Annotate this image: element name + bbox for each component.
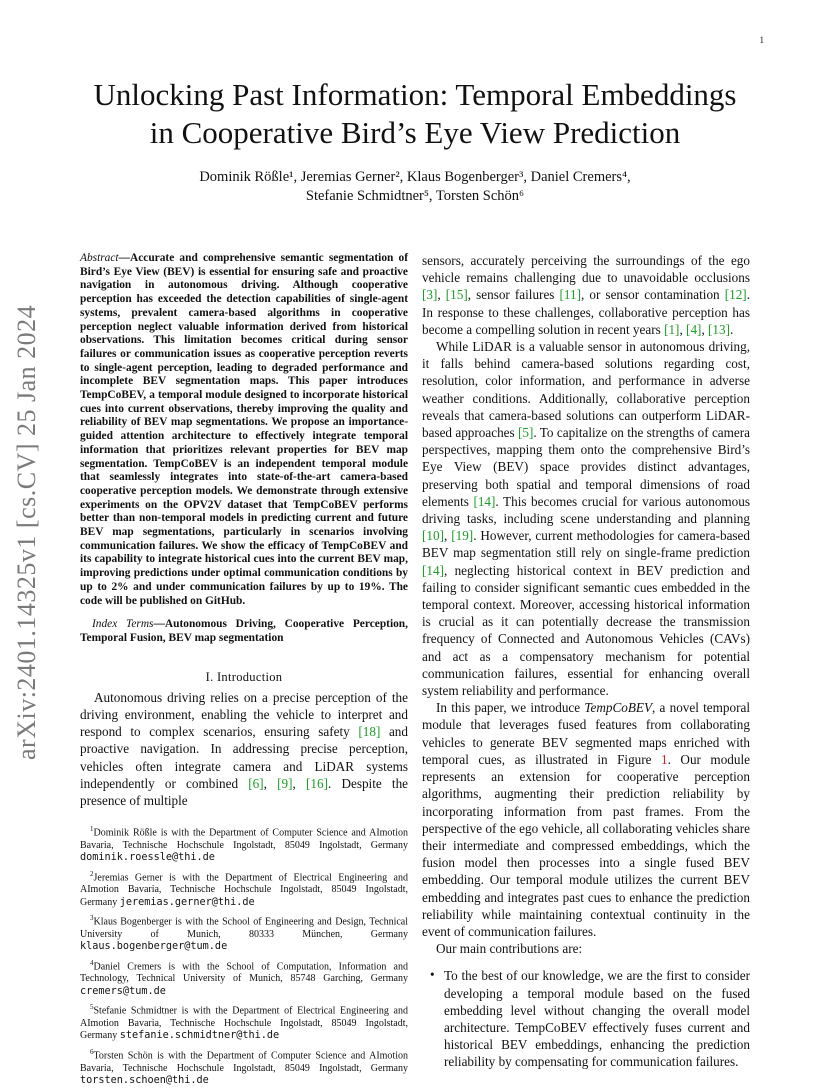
footnote-number: 4 xyxy=(90,958,94,967)
footnote-text: Jeremias Gerner is with the Department of Electrical Engineering and AImotion Bavaria, Technische Hochschule Ingolstadt, 85049 Ingolstadt, Germany xyxy=(80,871,408,908)
footnote xyxy=(80,823,408,865)
paragraph: Our main contributions are: xyxy=(436,941,583,957)
figure-link[interactable]: 1 xyxy=(661,751,668,767)
index-terms xyxy=(80,618,408,645)
text-run: , xyxy=(443,528,452,544)
index-terms-text: —Autonomous Driving, Cooperative Perception, Temporal Fusion, BEV map segmentation xyxy=(80,618,408,644)
author-email[interactable]: stefanie.schmidtner@thi.de xyxy=(119,1030,280,1042)
bullet-icon: • xyxy=(430,967,435,983)
abstract xyxy=(80,252,408,608)
footnote xyxy=(80,912,408,954)
author-email[interactable]: dominik.roessle@thi.de xyxy=(80,852,215,864)
index-terms-label: Index Terms xyxy=(92,618,154,631)
text-run: , neglecting historical context in BEV prediction and failing to consider significant semantic cues embedded in the temporal context. Moreover, accessing historical information is crucial as it can potentially decrease the transmission frequency of Connected and Autonomous Vehicles (CAVs) and act as a compensatory mechanism for potential communication failures, essential for enhancing overall system reliability and performance. xyxy=(422,562,750,699)
paragraph xyxy=(422,338,750,699)
footnote-text: Klaus Bogenberger is with the School of Engineering and Design, Technical University of Munich, 80333 München, Germany xyxy=(80,916,408,940)
text-run: . This becomes crucial for various autonomous driving tasks, including scene understanding and planning xyxy=(422,493,750,527)
abstract-label: Abstract xyxy=(80,252,119,264)
citation-link[interactable]: [5] xyxy=(518,425,534,441)
text-run: While LiDAR is a valuable sensor in autonomous driving, it falls behind camera-based solutions regarding cost, resolution, color information, and performance in adverse weather conditions. Additionally, collaborative perception reveals that camera-based solutions can outperform LiDAR-based approaches xyxy=(422,339,750,441)
citation-link[interactable]: [18] xyxy=(358,724,381,740)
footnote-number: 1 xyxy=(90,825,94,834)
author-email[interactable]: klaus.bogenberger@tum.de xyxy=(80,941,228,953)
text-run: , xyxy=(292,775,306,791)
footnotes xyxy=(80,823,408,1087)
citation-link[interactable]: [4] xyxy=(686,321,702,337)
text-run: . To capitalize on the strengths of camera perspectives, mapping them onto the comprehensive Bird’s Eye View (BEV) space provides distinct advantages, preserving both spatial and temporal dimensions of road elements xyxy=(422,425,751,509)
paragraph xyxy=(422,699,750,940)
citation-link[interactable]: [3] xyxy=(422,287,438,303)
section-heading: I. Introduction xyxy=(205,669,283,684)
footnote xyxy=(80,868,408,910)
paper-title xyxy=(60,76,770,152)
author-list xyxy=(100,168,730,206)
title-line-2: in Cooperative Bird’s Eye View Prediction xyxy=(149,115,681,150)
footnote-number: 3 xyxy=(90,914,94,923)
text-run: In this paper, we introduce xyxy=(436,700,585,716)
text-run: . However, current methodologies for camera-based BEV map segmentation still rely on single-frame prediction xyxy=(422,528,751,561)
module-name: TempCoBEV xyxy=(584,700,653,716)
footnote-number: 5 xyxy=(90,1003,94,1012)
right-column xyxy=(422,252,750,1071)
title-line-1: Unlocking Past Information: Temporal Embeddings xyxy=(93,77,737,112)
citation-link[interactable]: [19] xyxy=(451,528,474,544)
citation-link[interactable]: [10] xyxy=(422,528,444,544)
text-run: , sensor failures xyxy=(467,287,560,303)
text-run: , xyxy=(679,321,687,337)
text-run: , a novel temporal module that leverages fused features from collaborating vehicles to generate BEV segmented maps enriched with temporal cues, as illustrated in Figure xyxy=(422,700,750,767)
author-email[interactable]: jeremias.gerner@thi.de xyxy=(119,896,255,908)
text-run: . In response to these challenges, collaborative perception has become a compelling solution in recent years xyxy=(422,287,750,337)
citation-link[interactable]: [9] xyxy=(277,775,293,791)
intro-paragraph xyxy=(80,689,408,809)
text-run: , or sensor contamination xyxy=(581,287,725,303)
text-run: sensors, accurately perceiving the surroundings of the ego vehicle remains challenging due to unavoidable occlusions xyxy=(422,253,750,286)
text-run: , xyxy=(263,775,278,791)
footnote-text: Daniel Cremers is with the School of Computation, Information and Technology, Technical University of Munich, 85748 Garching, Germany xyxy=(80,961,408,985)
citation-link[interactable]: [13] xyxy=(708,321,731,337)
footnote-number: 6 xyxy=(90,1047,94,1056)
footnote xyxy=(80,1046,408,1088)
footnote xyxy=(80,1001,408,1043)
contributions-list xyxy=(422,967,750,1070)
footnote-text: Stefanie Schmidtner is with the Department of Electrical Engineering and AImotion Bavaria, Technische Hochschule Ingolstadt, 85049 Ingolstadt, Germany xyxy=(80,1005,408,1042)
citation-link[interactable]: [14] xyxy=(473,493,496,509)
citation-link[interactable]: [12] xyxy=(724,287,747,303)
page-number: 1 xyxy=(759,35,764,45)
footnote-number: 2 xyxy=(90,869,94,878)
text-run: , xyxy=(437,287,446,303)
citation-link[interactable]: [16] xyxy=(305,775,328,791)
abstract-text: —Accurate and comprehensive semantic segmentation of Bird’s Eye View (BEV) is essential for ensuring safe and proactive navigation in autonomous driving. Although cooperative perception has exceeded the detection capabilities of single-agent systems, prevalent camera-based algorithms in cooperative perception neglect valuable information derived from historical observations. This limitation becomes critical during sensor failures or communication issues as cooperative perception reverts to single-agent perception, leading to degraded performance and incomplete BEV segmentation maps. This paper introduces TempCoBEV, a temporal module designed to incorporate historical cues into current observations, thereby improving the quality and reliability of BEV map segmentations. We propose an importance-guided attention architecture to effectively integrate temporal information that prioritizes relevant properties for BEV map segmentation. TempCoBEV is an independent temporal module that seamlessly integrates into state-of-the-art camera-based cooperative perception models. We demonstrate through extensive experiments on the OPV2V dataset that TempCoBEV performs better than non-temporal models in predicting current and future BEV map segmentations, particularly in scenarios involving communication failures. We show the efficacy of TempCoBEV and its capability to integrate historical cues into the current BEV map, improving predictions under optimal communication conditions by up to 2% and under communication failures by up to 19%. The code will be published on GitHub. xyxy=(80,252,408,607)
text-run: . Despite the presence of multiple xyxy=(80,775,409,808)
footnote-text: Dominik Rößle is with the Department of Computer Science and AImotion Bavaria, Technische Hochschule Ingolstadt, 85049 Ingolstadt, Germany xyxy=(80,827,408,851)
arxiv-identifier: arXiv:2401.14325v1 [cs.CV] 25 Jan 2024 xyxy=(12,304,41,760)
text-run: and proactive navigation. In addressing precise perception, vehicles often integrate camera and LiDAR systems independently or combined xyxy=(80,724,408,791)
left-column xyxy=(80,252,408,1090)
author-email[interactable]: torsten.schoen@thi.de xyxy=(80,1074,209,1086)
citation-link[interactable]: [11] xyxy=(559,287,581,303)
authors-line-2: Stefanie Schmidtner⁵, Torsten Schön⁶ xyxy=(305,188,525,204)
authors-line-1: Dominik Rößle¹, Jeremias Gerner², Klaus Bogenberger³, Daniel Cremers⁴, xyxy=(199,169,631,185)
paragraph xyxy=(422,252,750,338)
text-run: . Our module represents an extension for cooperative perception algorithms, augmenting their prediction reliability by incorporating information from past frames. From the perspective of the ego vehicle, all collaborating vehicles share their intermediate and compressed embeddings, which the fusion model then processes into a single fused BEV embedding. Our temporal module utilizes the current BEV embedding and integrates past cues to enhance the prediction reliability while maintaining contextual continuity in the event of communication failures. xyxy=(422,751,750,939)
citation-link[interactable]: [15] xyxy=(445,287,468,303)
citation-link[interactable]: [1] xyxy=(664,321,680,337)
contribution-text: To the best of our knowledge, we are the first to consider developing a temporal module based on the fused embedding level without changing the overall model architecture. TempCoBEV effectively fuses current and historical BEV embeddings, enhancing the prediction reliability by compensating for communication failures. xyxy=(444,968,750,1070)
citation-link[interactable]: [14] xyxy=(422,562,444,578)
author-email[interactable]: cremers@tum.de xyxy=(80,985,166,997)
text-run: . xyxy=(730,321,734,337)
list-item xyxy=(422,967,750,1070)
footnote-text: Torsten Schön is with the Department of Computer Science and AImotion Bavaria, Technische Hochschule Ingolstadt, 85049 Ingolstadt, Germany xyxy=(80,1050,408,1074)
text-run: Autonomous driving relies on a precise perception of the driving environment, enabling the vehicle to interpret and respond to complex scenarios, ensuring safety xyxy=(80,689,408,740)
footnote xyxy=(80,957,408,999)
text-run: , xyxy=(701,321,709,337)
citation-link[interactable]: [6] xyxy=(248,775,264,791)
